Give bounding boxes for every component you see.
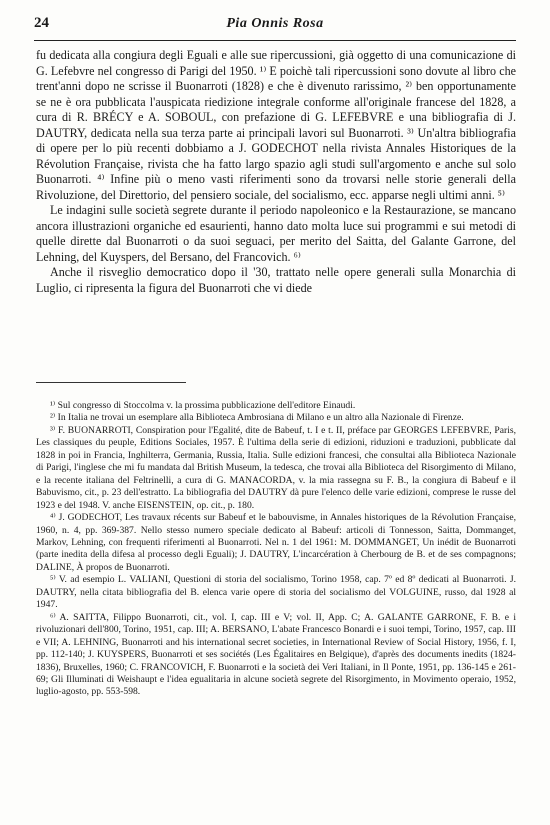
page-number: 24: [34, 15, 49, 31]
footnote-separator: [36, 382, 186, 383]
paragraph: Le indagini sulle società segrete durante il periodo napoleonico e la Restaurazione, se mancano ancora illustrazioni organiche ed esaurienti, hanno dato molta luce sui programmi e sui metodi di quelle dirette dal Buonarroti o da suoi seguaci, per merito del Saitta, del Galante Garrone, del Lehning, del Kuyspers, del Bersano, del Francovich. ⁶⁾: [36, 203, 516, 264]
page-header: [34, 14, 516, 41]
footnotes: [36, 400, 516, 699]
footnote: ⁴⁾ J. GODECHOT, Les travaux récents sur Babeuf et le babouvisme, in Annales historiques de la Révolution Française, 1960, n. 4, pp. 369-387. Nello stesso numero speciale dedicato al Babeuf: articoli di Tonnesson, Saitta, Dommanget, Markov, Lehning, con frequenti riferimenti al Buonarroti. Nel n. 1 del 1961: M. DOMMANGET, Un inédit de Buonarroti (parte inedita della difesa al processo degli Eguali); J. DAUTRY, L'incarcération à Cherbourg de B. et de ses compagnons; DALINE, À propos de Buonarroti.: [36, 512, 516, 573]
paragraph: Anche il risveglio democratico dopo il '30, trattato nelle opere generali sulla Monarchia di Luglio, ci ripresenta la figura del Buonarroti che vi diede: [36, 265, 516, 295]
footnote: ³⁾ F. BUONARROTI, Conspiration pour l'Egalité, dite de Babeuf, t. I e t. II, préface par GEORGES LEFEBVRE, Paris, Les classiques du peuple, Editions Sociales, 1957. È l'ultima della serie di edizioni, riduzioni e traduzioni, pubblicate dal 1828 in poi in Francia, Inghilterra, Germania, Russia, Italia. Sulle edizioni francesi, che consultai alla Biblioteca Nazionale di Parigi, l'inglese che mi fu mandata dal British Museum, la tedesca, che trovai alla Biblioteca del Risorgimento di Milano, e la recente italiana del Feltrinelli, a cura di G. MANACORDA, v. la mia rassegna su F. B., la congiura di Babeuf e il Babuvismo, cit., p. 23 dell'estratto. La bibliografia del DAUTRY dà pure l'elenco delle varie edizioni, comprese le russe del 1923 e del 1948. V. anche EISENSTEIN, op. cit., p. 180.: [36, 424, 516, 511]
paragraph: fu dedicata alla congiura degli Eguali e alle sue ripercussioni, già oggetto di una comunicazione di G. Lefebvre nel congresso di Parigi del 1950. ¹⁾ E poichè tali ripercussioni sono dovute al libro che trent'anni dopo ne scrisse il Buonarroti (1828) e che è divenuto rarissimo, ²⁾ ben opportunamente se ne è ora pubblicata l'auspicata riedizione integrale conforme all'originale francese del 1828, a cura di R. BRÉCY e A. SOBOUL, con prefazione di G. LEFEBVRE e una bibliografia di J. DAUTRY, dedicata nella sua terza parte ai principali lavori sul Buonarroti. ³⁾ Un'altra bibliografia di opere per lo più recenti dobbiamo a J. GODECHOT nella rivista Annales Historiques de la Révolution Française, rivista che ha fatto largo spazio agli studi sull'argomento e anche sul solo Buonarroti. ⁴⁾ Infine più o meno vasti riferimenti sono da trovarsi nelle storie generali della Rivoluzione, del Direttorio, del pensiero sociale, del socialismo, ecc. apparse negli ultimi anni. ⁵⁾: [36, 48, 516, 202]
footnote: ²⁾ In Italia ne trovai un esemplare alla Biblioteca Ambrosiana di Milano e un altro alla Nazionale di Firenze.: [50, 412, 464, 424]
footnote: ⁵⁾ V. ad esempio L. VALIANI, Questioni di storia del socialismo, Torino 1958, cap. 7º ed 8º dedicati al Buonarroti. J. DAUTRY, nella citata bibliografia del B. elenca varie opere di storia del socialismo del VOLGUINE, russo, dal 1928 al 1947.: [36, 574, 516, 611]
footnote: ¹⁾ Sul congresso di Stoccolma v. la prossima pubblicazione dell'editore Einaudi.: [50, 400, 356, 411]
footnote: ⁶⁾ A. SAITTA, Filippo Buonarroti, cit., vol. I, cap. III e V; vol. II, App. C; A. GALANTE GARRONE, F. B. e i rivoluzionari dell'800, Torino, 1951, cap. III; A. BERSANO, L'abate Francesco Bonardi e i suoi tempi, Torino, 1957, cap. III e VII; A. LEHNING, Buonarroti and his international secret societies, in International Review of Social History, 1956, f. I, pp. 112-140; J. KUYSPERS, Buonarroti et ses sociétés (Les Égalitaires en Belgique), d'après des documents inedits (1824-1836), Bruxelles, 1960; C. FRANCOVICH, F. Buonarroti e la società dei Veri Italiani, in Il Ponte, 1951, pp. 136-145 e 261-69; Gli Illuminati di Weishaupt e l'idea egualitaria in alcune società segrete del Risorgimento, in Movimento operaio, 1952, luglio-agosto, pp. 553-598.: [36, 611, 516, 698]
main-text: [36, 48, 516, 296]
running-title: Pia Onnis Rosa: [226, 16, 324, 31]
